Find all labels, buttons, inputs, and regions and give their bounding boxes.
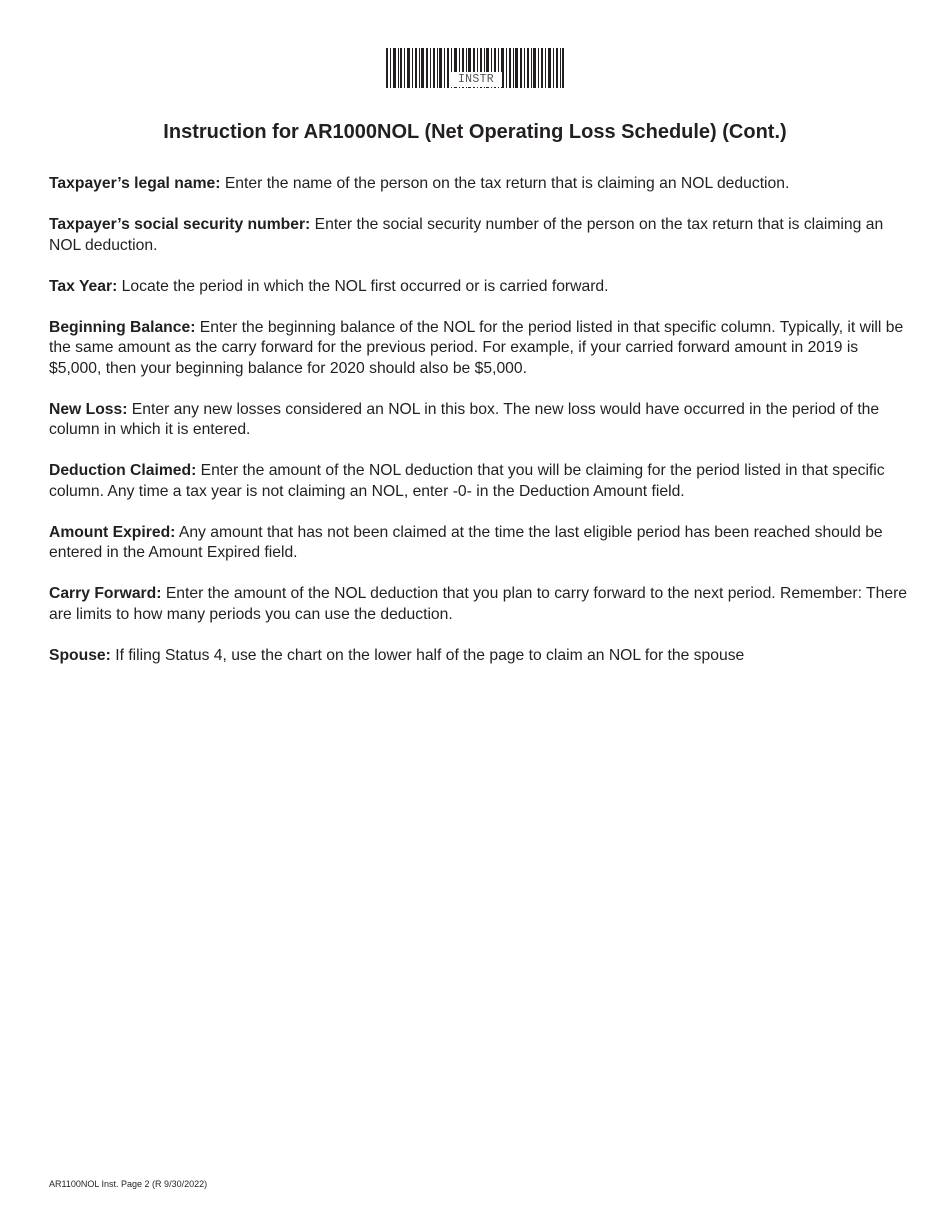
instruction-tax-year — [49, 277, 909, 298]
page-footer: AR1100NOL Inst. Page 2 (R 9/30/2022) — [49, 1179, 208, 1189]
instruction-text: Any amount that has not been claimed at the time the last eligible period has been reached should be entered in the Amount Expired field. — [49, 523, 883, 561]
instruction-spouse — [49, 646, 909, 667]
instruction-deduction-claimed — [49, 461, 909, 502]
instruction-text: Enter the social security number of the person on the tax return that is claiming an NOL deduction. — [49, 216, 884, 254]
instruction-carry-forward — [49, 584, 909, 625]
instruction-amount-expired — [49, 523, 909, 564]
instruction-term: Tax Year: — [49, 277, 118, 295]
page-title: Instruction for AR1000NOL (Net Operating Loss Schedule) (Cont.) — [163, 121, 787, 143]
instruction-text: If filing Status 4, use the chart on the lower half of the page to claim an NOL for the spouse — [110, 646, 745, 664]
instruction-list — [49, 174, 909, 687]
instruction-new-loss — [49, 400, 909, 441]
instruction-taxpayer-legal-name — [49, 174, 909, 195]
instruction-text: Enter the amount of the NOL deduction that you plan to carry forward to the next period. Remember: There are limits to how many periods you can use the deduction. — [49, 585, 908, 623]
instruction-term: Deduction Claimed: — [49, 462, 197, 479]
instruction-term: Spouse: — [49, 646, 111, 664]
instruction-text: Locate the period in which the NOL first occurred or is carried forward. — [117, 277, 609, 295]
instruction-term: New Loss: — [49, 400, 128, 418]
instruction-term: Carry Forward: — [49, 585, 162, 602]
instruction-beginning-balance — [49, 318, 909, 380]
instruction-text: Enter the amount of the NOL deduction that you will be claiming for the period listed in that specific column. Any time a tax year is not claiming an NOL, enter -0- in the Deduction Amount field. — [49, 462, 885, 500]
instruction-term: Amount Expired: — [49, 523, 176, 541]
instruction-term: Beginning Balance: — [49, 318, 196, 336]
instruction-taxpayer-ssn — [49, 215, 909, 256]
barcode-label: INSTR — [450, 72, 502, 87]
instruction-text: Enter any new losses considered an NOL in this box. The new loss would have occurred in the period of the column in which it is entered. — [49, 400, 880, 438]
instruction-term: Taxpayer’s legal name: — [49, 175, 221, 192]
instruction-term: Taxpayer’s social security number: — [49, 216, 311, 233]
instruction-text: Enter the beginning balance of the NOL for the period listed in that specific column. Typically, it will be the same amount as the carry forward for the previous period. For example, if your carried forward amount in 2019 is $5,000, then your beginning balance for 2020 should also be $5,000. — [49, 318, 904, 377]
instruction-text: Enter the name of the person on the tax return that is claiming an NOL deduction. — [220, 175, 790, 192]
barcode — [386, 48, 564, 90]
